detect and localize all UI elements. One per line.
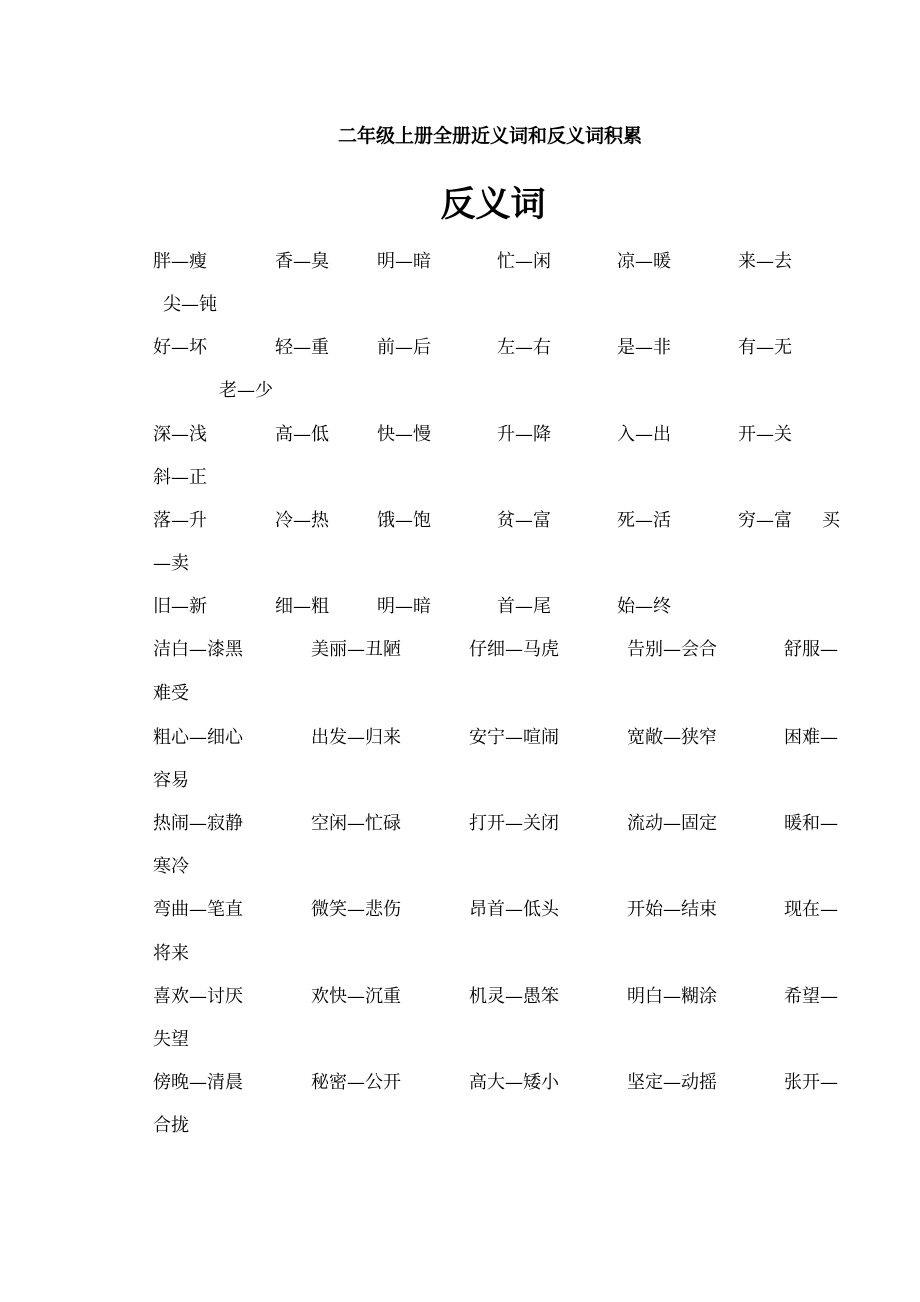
word-pair: 好—坏: [153, 337, 207, 358]
word-pair: 入—出: [617, 424, 671, 445]
word-pair: 空闲—忙碌: [311, 813, 401, 834]
word-pair: 欢快—沉重: [311, 986, 401, 1007]
word-pair: 舒服—: [784, 639, 838, 660]
word-pair: 首—尾: [497, 596, 551, 617]
word-pair: 流动—固定: [627, 813, 717, 834]
word-pair: 高大—矮小: [469, 1072, 559, 1093]
word-pair: 穷—富: [738, 510, 792, 531]
word-pair: 饿—饱: [377, 510, 431, 531]
word-pair: 开始—结束: [627, 899, 717, 920]
word-pair: 死—活: [617, 510, 671, 531]
word-pair: 喜欢—讨厌: [153, 986, 243, 1007]
word-pair: 细—粗: [275, 596, 329, 617]
word-pair: 香—臭: [275, 251, 329, 272]
word-pair: 昂首—低头: [469, 899, 559, 920]
word-pair: 希望—: [784, 986, 838, 1007]
word-pair: 胖—瘦: [153, 251, 207, 272]
word-pair: 出发—归来: [311, 727, 401, 748]
word-pair: 左—右: [497, 337, 551, 358]
word-pair: 告别—会合: [627, 639, 717, 660]
word-pair: 老—少: [219, 380, 273, 401]
word-pair: 容易: [153, 770, 189, 791]
word-pair: 洁白—漆黑: [153, 639, 243, 660]
word-pair: 落—升: [153, 510, 207, 531]
word-pair: 深—浅: [153, 424, 207, 445]
word-pair: 始—终: [617, 596, 671, 617]
word-pair: 张开—: [784, 1072, 838, 1093]
word-pair: 宽敞—狭窄: [627, 727, 717, 748]
document-title: 二年级上册全册近义词和反义词积累: [337, 125, 642, 147]
word-pair: 斜—正: [153, 467, 207, 488]
word-pair: 冷—热: [275, 510, 329, 531]
word-pair: 高—低: [275, 424, 329, 445]
word-pair: 快—慢: [377, 424, 431, 445]
word-pair: 秘密—公开: [311, 1072, 401, 1093]
word-pair: 忙—闲: [497, 251, 551, 272]
word-pair: 升—降: [497, 424, 551, 445]
word-pair: 将来: [153, 943, 189, 964]
word-pair: 傍晚—清晨: [153, 1072, 243, 1093]
word-pair: 明白—糊涂: [627, 986, 717, 1007]
word-pair: 安宁—喧闹: [469, 727, 559, 748]
word-pair: 现在—: [784, 899, 838, 920]
word-pair: 凉—暖: [617, 251, 671, 272]
word-pair: 美丽—丑陋: [311, 639, 401, 660]
word-pair: 热闹—寂静: [153, 813, 243, 834]
word-pair: 开—关: [738, 424, 792, 445]
word-pair: 合拢: [153, 1115, 189, 1136]
word-pair: 是—非: [617, 337, 671, 358]
word-pair: 轻—重: [275, 337, 329, 358]
word-pair: 坚定—动摇: [627, 1072, 717, 1093]
word-pair: —卖: [153, 553, 189, 574]
word-pair: 仔细—马虎: [469, 639, 559, 660]
word-pair: 明—暗: [377, 596, 431, 617]
word-pair: 明—暗: [377, 251, 431, 272]
word-pair: 难受: [153, 683, 189, 704]
word-pair: 微笑—悲伤: [311, 899, 401, 920]
word-pair: 失望: [153, 1029, 189, 1050]
word-pair: 买: [822, 510, 840, 531]
word-pair: 弯曲—笔直: [153, 899, 243, 920]
word-pair: 有—无: [738, 337, 792, 358]
word-pair: 粗心—细心: [153, 727, 243, 748]
word-pair: 来—去: [738, 251, 792, 272]
word-pair: 前—后: [377, 337, 431, 358]
word-pair: 贫—富: [497, 510, 551, 531]
word-pair: 寒冷: [153, 856, 189, 877]
section-title: 反义词: [440, 185, 546, 225]
word-pair: 打开—关闭: [469, 813, 559, 834]
word-pair: 暖和—: [784, 813, 838, 834]
word-pair: 机灵—愚笨: [469, 986, 559, 1007]
word-pair: 旧—新: [153, 596, 207, 617]
word-pair: 困难—: [784, 727, 838, 748]
word-pair: 尖—钝: [163, 294, 217, 315]
